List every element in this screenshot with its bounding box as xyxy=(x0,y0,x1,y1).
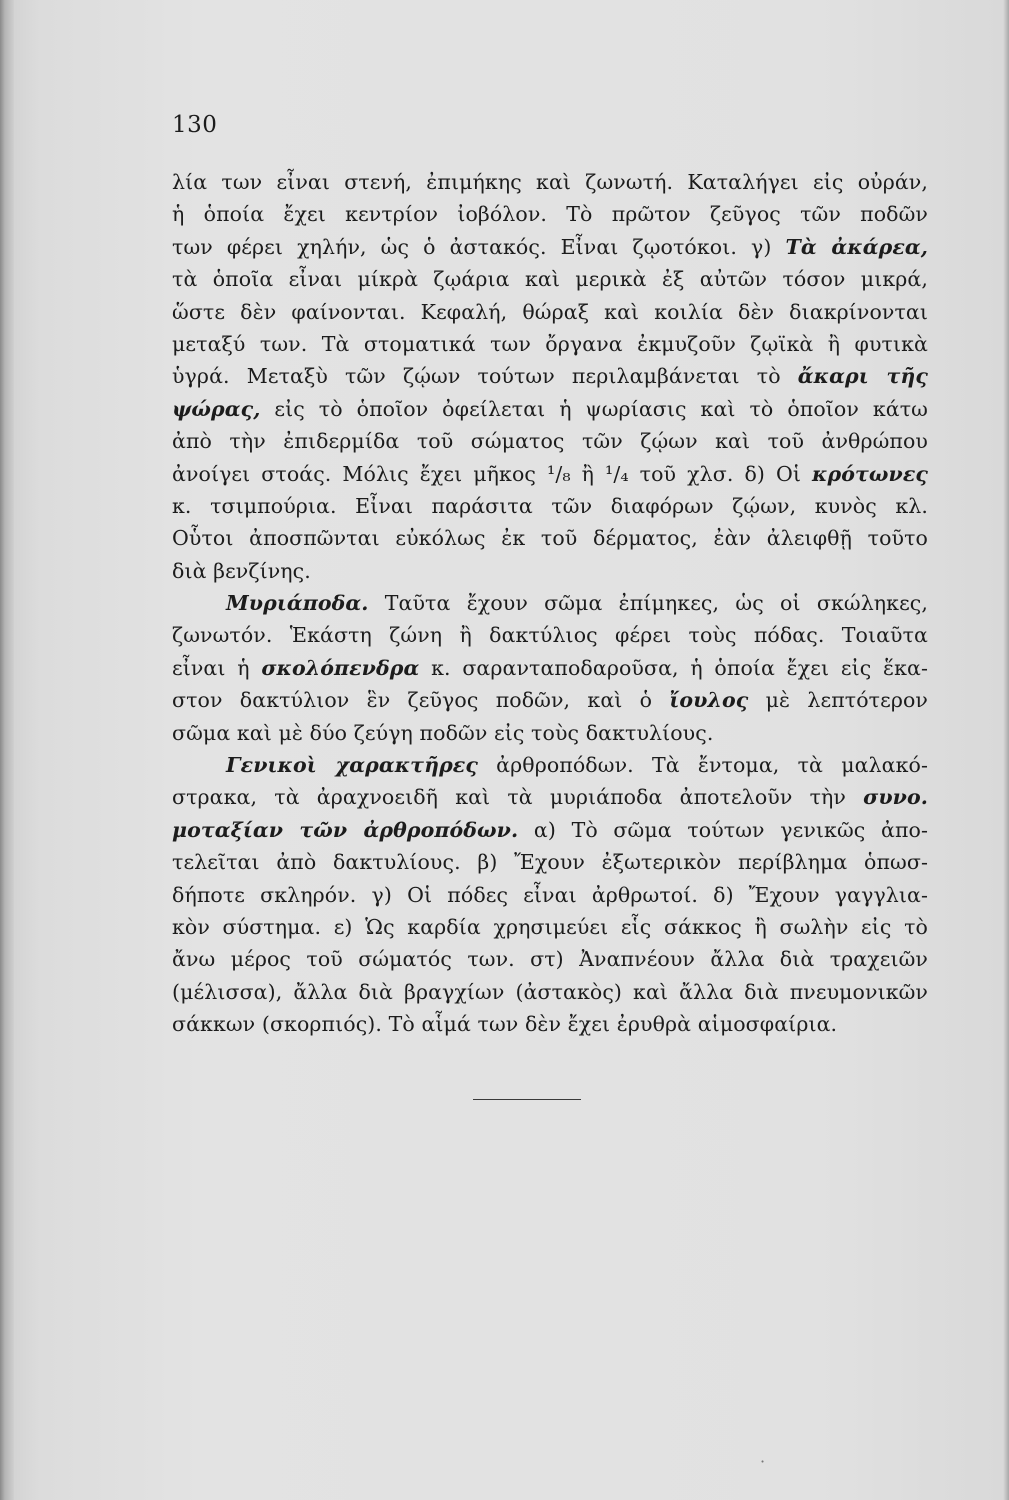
text-run: α) Τὸ σῶμα τούτων γενικῶς ἀπο- xyxy=(518,817,928,842)
text-run: κὸν σύστημα. ε) Ὡς καρδία χρησιμεύει εἷς σάκκος ἢ σωλὴν εἰς τὸ xyxy=(172,914,928,939)
text-line xyxy=(172,587,928,619)
text-line xyxy=(172,749,928,781)
text-run: ζωνωτόν. Ἑκάστη ζώνη ἢ δακτύλιος φέρει τοὺς πόδας. Τοιαῦτα xyxy=(172,623,928,648)
text-run: μεταξύ των. Τὰ στοματικά των ὄργανα ἐκμυζοῦν ζῳϊκὰ ἢ φυτικὰ xyxy=(172,331,928,356)
text-run: δήποτε σκληρόν. γ) Οἱ πόδες εἶναι ἀρθρωτοί. δ) Ἔχουν γαγγλια- xyxy=(172,882,928,907)
text-line xyxy=(172,263,928,295)
text-line xyxy=(172,717,928,749)
text-line xyxy=(172,943,928,975)
emphasized-term: Γενικοὶ χαρακτῆρες xyxy=(226,753,478,778)
text-run: σάκκων (σκορπιός). Τὸ αἷμά των δὲν ἔχει ἐρυθρὰ αἱμοσφαίρια. xyxy=(172,1012,838,1037)
text-line xyxy=(172,814,928,846)
text-line xyxy=(172,911,928,943)
text-run: Οὗτοι ἀποσπῶνται εὐκόλως ἐκ τοῦ δέρματος, ἐὰν ἀλειφθῇ τοῦτο xyxy=(172,526,928,551)
text-line xyxy=(172,846,928,878)
text-line xyxy=(172,360,928,392)
text-run: ὑγρά. Μεταξὺ τῶν ζῴων τούτων περιλαμβάνεται τὸ xyxy=(172,364,798,389)
text-run: ἀπὸ τὴν ἐπιδερμίδα τοῦ σώματος τῶν ζῴων καὶ τοῦ ἀνθρώπου xyxy=(172,429,928,454)
text-line xyxy=(172,328,928,360)
emphasized-term: μοταξίαν τῶν ἀρθροπόδων. xyxy=(172,817,519,842)
text-run: ἀνοίγει στοάς. Μόλις ἔχει μῆκος ¹/₈ ἢ ¹/₄ τοῦ χλσ. δ) Οἱ xyxy=(172,461,813,486)
emphasized-term: σκολόπενδρα xyxy=(261,655,420,680)
emphasized-term: ψώρας, xyxy=(172,396,261,421)
text-line xyxy=(172,976,928,1008)
text-run: σῶμα καὶ μὲ δύο ζεύγη ποδῶν εἰς τοὺς δακτυλίους. xyxy=(172,720,714,745)
text-run: μὲ λεπτότερον xyxy=(748,688,928,713)
text-line xyxy=(172,1008,928,1040)
emphasized-term: Τὰ ἀκάρεα, xyxy=(785,234,928,259)
text-line xyxy=(172,458,928,490)
text-line xyxy=(172,684,928,716)
text-run: τὰ ὁποῖα εἶναι μίκρὰ ζῳάρια καὶ μερικὰ ἐξ αὐτῶν τόσον μικρά, xyxy=(172,267,928,292)
emphasized-term: κρότωνες xyxy=(812,461,928,486)
text-line xyxy=(172,781,928,813)
text-run: στρακα, τὰ ἀραχνοειδῆ καὶ τὰ μυριάποδα ἀποτελοῦν τὴν xyxy=(172,785,864,810)
text-run: κ. τσιμπούρια. Εἶναι παράσιτα τῶν διαφόρων ζῴων, κυνὸς κλ. xyxy=(172,493,928,518)
page-number: 130 xyxy=(172,112,218,138)
text-line xyxy=(172,522,928,554)
text-run: κ. σαρανταποδαροῦσα, ἡ ὁποία ἔχει εἰς ἕκα- xyxy=(419,655,928,680)
page-edge-shadow xyxy=(1003,0,1009,1500)
text-line xyxy=(172,555,928,587)
text-run: τελεῖται ἀπὸ δακτυλίους. β) Ἔχουν ἐξωτερικὸν περίβλημα ὁπωσ- xyxy=(172,850,928,875)
text-run: διὰ βενζίνης. xyxy=(172,558,311,583)
text-line xyxy=(172,166,928,198)
emphasized-term: ἄκαρι τῆς xyxy=(797,364,928,389)
text-run: εἰς τὸ ὁποῖον ὀφείλεται ἡ ψωρίασις καὶ τὸ ὁποῖον κάτω xyxy=(260,396,928,421)
text-line xyxy=(172,619,928,651)
text-run: ὥστε δὲν φαίνονται. Κεφαλή, θώραξ καὶ κοιλία δὲν διακρίνονται xyxy=(172,299,928,324)
binding-edge-shadow xyxy=(0,0,14,1500)
text-run: ἡ ὁποία ἔχει κεντρίον ἰοβόλον. Τὸ πρῶτον ζεῦγος τῶν ποδῶν xyxy=(172,202,928,227)
text-line xyxy=(172,231,928,263)
scan-mark: · xyxy=(760,1452,766,1471)
text-run: λία των εἶναι στενή, ἐπιμήκης καὶ ζωνωτή. Καταλήγει εἰς οὐράν, xyxy=(172,170,928,194)
text-line xyxy=(172,879,928,911)
text-run: Ταῦτα ἔχουν σῶμα ἐπίμηκες, ὡς οἱ σκώληκες, xyxy=(368,591,928,616)
text-run: εἶναι ἡ xyxy=(172,655,262,680)
text-run: στον δακτύλιον ἓν ζεῦγος ποδῶν, καὶ ὁ xyxy=(172,688,670,713)
text-line xyxy=(172,296,928,328)
text-run: των φέρει χηλήν, ὡς ὁ ἀστακός. Εἶναι ζῳοτόκοι. γ) xyxy=(172,234,786,259)
section-end-rule xyxy=(473,1099,581,1100)
text-line xyxy=(172,425,928,457)
text-line xyxy=(172,198,928,230)
emphasized-term: ἴουλος xyxy=(669,688,749,713)
text-line xyxy=(172,652,928,684)
text-run: (μέλισσα), ἄλλα διὰ βραγχίων (ἀστακὸς) καὶ ἄλλα διὰ πνευμονικῶν xyxy=(172,979,928,1004)
text-line xyxy=(172,490,928,522)
text-line xyxy=(172,393,928,425)
text-run: ἄνω μέρος τοῦ σώματός των. στ) Ἀναπνέουν ἄλλα διὰ τραχειῶν xyxy=(172,947,928,972)
body-text xyxy=(172,166,928,1041)
emphasized-term: συνο. xyxy=(863,785,928,810)
text-run: ἀρθροπόδων. Τὰ ἔντομα, τὰ μαλακό- xyxy=(477,753,928,778)
emphasized-term: Μυριάποδα. xyxy=(226,591,369,616)
